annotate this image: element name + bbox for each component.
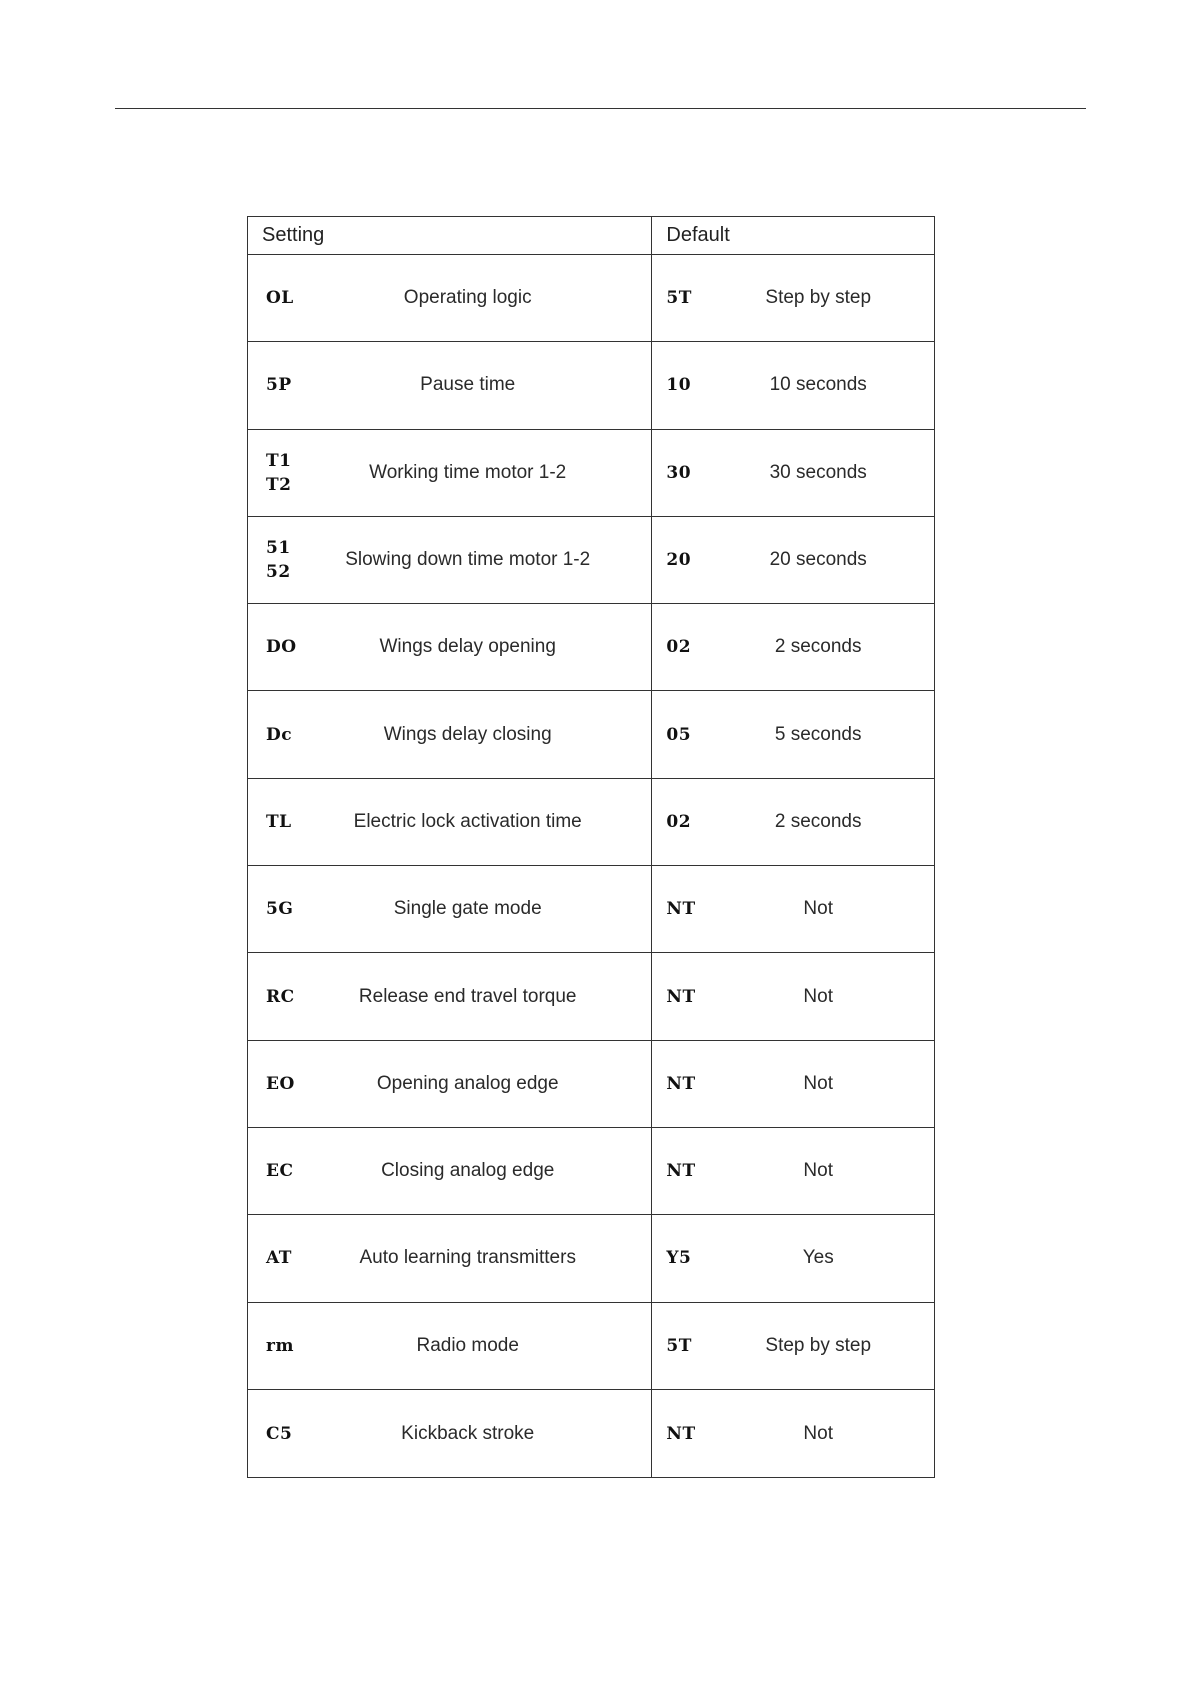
table-row [248,691,934,778]
setting-cell [248,1128,652,1214]
default-code: NT [666,1423,696,1444]
setting-code: OL [266,288,294,309]
default-cell [652,779,934,865]
setting-cell [248,691,652,777]
default-cell [652,953,934,1039]
setting-code: 5G [266,899,294,920]
setting-description: Pause time [420,374,516,396]
default-value: Not [803,898,833,920]
default-code: 20 [666,550,692,571]
default-code: NT [666,1073,696,1094]
setting-cell [248,255,652,341]
setting-description: Opening analog edge [376,1072,559,1094]
setting-column-header: Setting [248,217,652,254]
setting-code: Dc [266,724,293,745]
default-value: 10 seconds [769,374,867,396]
default-value: Step by step [765,1334,872,1356]
table-row [248,255,934,342]
default-code: NT [666,1161,696,1182]
setting-cell [248,604,652,690]
setting-description: Release end travel torque [358,985,577,1007]
default-code: 02 [666,811,692,832]
setting-code: 51 52 [266,538,291,583]
default-cell [652,1128,934,1214]
setting-description: Single gate mode [393,898,542,920]
setting-description: Working time motor 1-2 [369,461,567,483]
table-header [248,217,934,255]
default-value: 30 seconds [769,461,867,483]
setting-description: Radio mode [416,1334,519,1356]
table-row [248,430,934,517]
default-cell [652,1041,934,1127]
default-cell [652,517,934,603]
default-code: 5T [666,1335,692,1356]
default-value: 2 seconds [774,636,862,658]
setting-description: Wings delay opening [379,636,556,658]
table-row [248,1390,934,1477]
default-cell [652,691,934,777]
setting-description: Slowing down time motor 1-2 [345,549,591,571]
setting-code: DO [266,637,297,658]
default-cell [652,1390,934,1477]
default-cell [652,255,934,341]
setting-cell [248,953,652,1039]
default-value: Not [803,1072,833,1094]
setting-description: Kickback stroke [401,1422,535,1444]
default-code: 02 [666,637,692,658]
setting-code: C5 [266,1423,293,1444]
default-cell [652,1303,934,1389]
table-row [248,1215,934,1302]
table-row [248,1041,934,1128]
setting-cell [248,779,652,865]
setting-code: TL [266,811,292,832]
setting-cell [248,517,652,603]
setting-code: AT [266,1248,292,1269]
default-value: 5 seconds [774,723,862,745]
table-row [248,953,934,1040]
setting-code: rm [266,1335,294,1356]
setting-description: Closing analog edge [381,1160,555,1182]
setting-description: Wings delay closing [383,723,552,745]
table-row [248,779,934,866]
setting-description: Electric lock activation time [353,810,582,832]
table-row [248,604,934,691]
setting-code: RC [266,986,295,1007]
default-cell [652,430,934,516]
default-code: NT [666,986,696,1007]
table-row [248,342,934,429]
setting-cell [248,1390,652,1477]
setting-cell [248,342,652,428]
setting-cell [248,430,652,516]
default-cell [652,866,934,952]
table-row [248,866,934,953]
default-code: NT [666,899,696,920]
settings-table [247,216,935,1478]
table-row [248,1303,934,1390]
default-value: Not [803,985,833,1007]
header-rule [115,108,1086,109]
setting-code: 5P [266,375,292,396]
default-code: 05 [666,724,692,745]
default-value: Not [803,1422,833,1444]
setting-code: EO [266,1073,295,1094]
default-column-header: Default [666,224,730,246]
default-value: Yes [802,1247,834,1269]
default-cell [652,1215,934,1301]
default-cell [652,342,934,428]
setting-code: T1 T2 [266,450,292,495]
setting-description: Operating logic [403,287,532,309]
default-code: 10 [666,375,692,396]
setting-cell [248,866,652,952]
default-value: 20 seconds [769,549,867,571]
default-value: Step by step [765,287,872,309]
default-value: Not [803,1160,833,1182]
setting-description: Auto learning transmitters [359,1247,576,1269]
default-value: 2 seconds [774,810,862,832]
setting-cell [248,1215,652,1301]
table-body [248,255,934,1477]
default-cell [652,604,934,690]
setting-cell [248,1041,652,1127]
default-code: 5T [666,288,692,309]
setting-cell [248,1303,652,1389]
default-code: 30 [666,462,692,483]
table-row [248,1128,934,1215]
setting-code: EC [266,1161,294,1182]
table-row [248,517,934,604]
default-code: Y5 [666,1248,692,1269]
